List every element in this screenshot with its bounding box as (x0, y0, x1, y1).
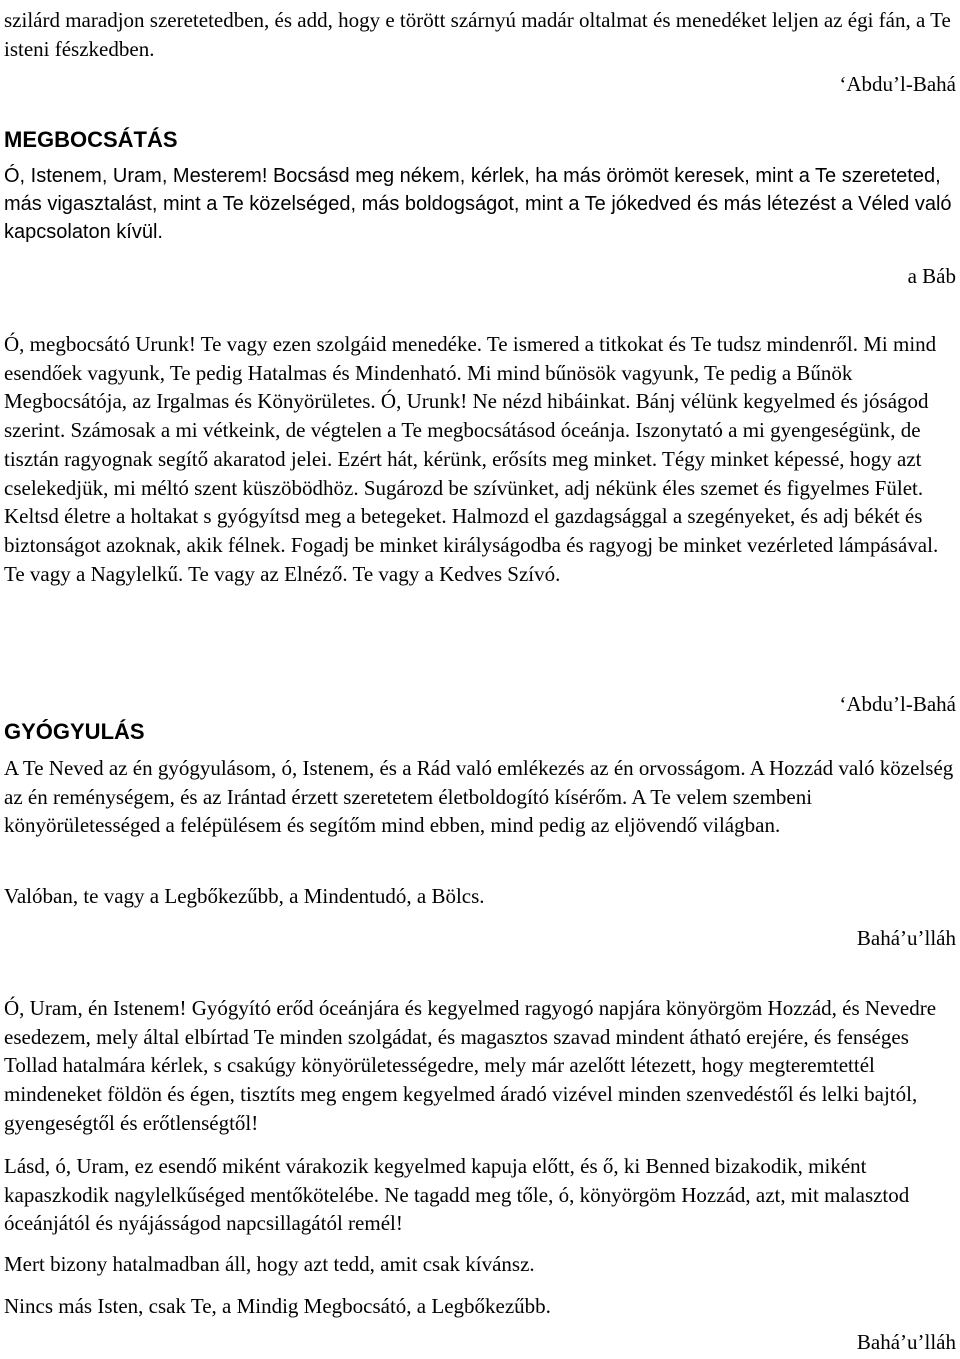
prayer-paragraph: Mert bizony hatalmadban áll, hogy azt tedd, amit csak kívánsz. (4, 1252, 535, 1276)
prayer-paragraph: Ó, Istenem, Uram, Mesterem! Bocsásd meg nékem, kérlek, ha más örömöt keresek, mint a Te szereteted, más vigasztalást, mint a Te közelséged, más boldogságot, mint a Te jókedved és más létezést a Véled való kapcsolaton kívül. (4, 165, 952, 243)
prayer-paragraph: Ó, Uram, én Istenem! Gyógyító erőd óceánjára és kegyelmed ragyogó napjára könyörgöm Hozzád, és Nevedre esedezem, mely által elbírtad Te minden szolgádat, és magasztos szavad mindent átható erejére, és fenséges Tollad hatalmára kérlek, s csakúgy könyörületességedre, mely már azelőtt létezett, hogy megteremtettél mindeneket földön és égen, tisztíts meg engem kegyelmed áradó vizével minden szenvedéstől és lelki bajtól, gyengeségtől és erőtlenségtől! (4, 996, 937, 1135)
intro-paragraph: szilárd maradjon szeretetedben, és add, hogy e törött szárnyú madár oltalmat és menedéket leljen az égi fán, a Te isteni fészkedben. (4, 8, 951, 61)
attribution: Bahá’u’lláh (856, 926, 956, 950)
attribution: ‘Abdu’l-Bahá (839, 72, 956, 96)
attribution: a Báb (907, 264, 956, 288)
section-heading-healing: GYÓGYULÁS (4, 719, 145, 744)
attribution: ‘Abdu’l-Bahá (839, 692, 956, 716)
section-heading-forgiveness: MEGBOCSÁTÁS (4, 127, 178, 152)
prayer-paragraph: A Te Neved az én gyógyulásom, ó, Istenem, és a Rád való emlékezés az én orvosságom. A Hozzád való közelség az én reménységem, és az Irántad érzett szeretetem életboldogító kísérőm. A Te velem szembeni könyörületességed a felépülésem és segítőm mind ebben, mind pedig az eljövendő világban. (4, 756, 954, 838)
prayer-paragraph: Valóban, te vagy a Legbőkezűbb, a Mindentudó, a Bölcs. (4, 884, 485, 908)
prayer-paragraph: Ó, megbocsátó Urunk! Te vagy ezen szolgáid menedéke. Te ismered a titkokat és Te tudsz mindenről. Mi mind esendőek vagyunk, Te pedig Hatalmas és Mindenható. Mi mind bűnösök vagyunk, Te pedig a Bűnök Megbocsátója, az Irgalmas és Könyörületes. Ó, Urunk! Ne nézd hibáinkat. Bánj vélünk kegyelmed és jóságod szerint. Számosak a mi vétkeink, de végtelen a Te megbocsátásod óceánja. Iszonytató a mi gyengeségünk, de tisztán ragyognak segítő akaratod jelei. Ezért hát, kérünk, erősíts meg minket. Tégy minket képessé, hogy azt cselekedjük, mi méltó szent küszöbödhöz. Sugározd be szívünket, adj nékünk éles szemet és figyelmes Fület. Keltsd életre a holtakat s gyógyítsd meg a betegeket. Halmozd el gazdagsággal a szegényeket, és adj békét és biztonságot azoknak, akik félnek. Fogadj be minket királyságodba és ragyogj be minket vezérleted lámpásával. Te vagy a Nagylelkű. Te vagy az Elnéző. Te vagy a Kedves Szívó. (4, 332, 939, 586)
prayer-paragraph: Lásd, ó, Uram, ez esendő miként várakozik kegyelmed kapuja előtt, és ő, ki Benned bizakodik, miként kapaszkodik nagylelkűséged mentőkötelébe. Ne tagadd meg tőle, ó, könyörgöm Hozzád, azt, mit malasztod óceánjától és nyájásságod napcsillagától remél! (4, 1154, 910, 1236)
attribution: Bahá’u’lláh (856, 1330, 956, 1354)
prayer-paragraph: Nincs más Isten, csak Te, a Mindig Megbocsátó, a Legbőkezűbb. (4, 1294, 551, 1318)
